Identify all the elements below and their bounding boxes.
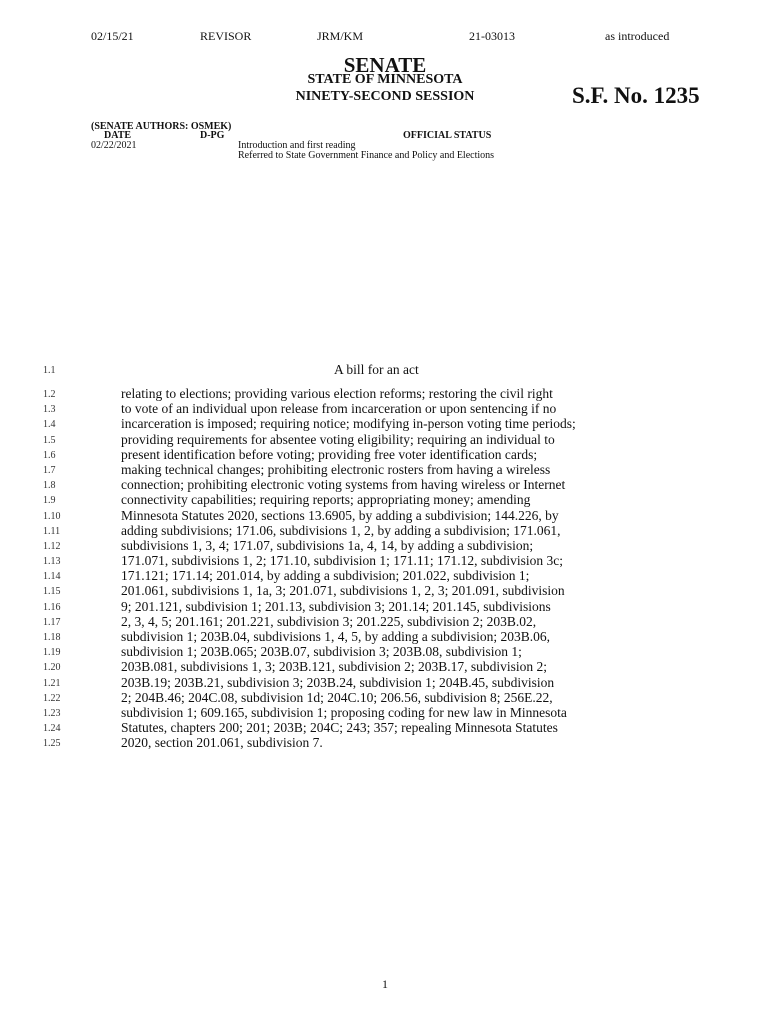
bill-line-text: connectivity capabilities; requiring reports; appropriating money; amending: [121, 492, 531, 508]
line-number: 1.19: [43, 647, 61, 659]
bill-line: [0, 659, 770, 674]
bill-line: [0, 705, 770, 720]
bill-line-text: making technical changes; prohibiting electronic rosters from having a wireless: [121, 461, 551, 477]
file-number: S.F. No. 1235: [572, 83, 700, 108]
bill-line: [0, 477, 770, 492]
bill-line-text: subdivision 1; 203B.04, subdivisions 1, 4, 5, by adding a subdivision; 203B.06,: [121, 629, 551, 644]
line-number: 1.6: [43, 449, 56, 461]
line-number: 1.11: [43, 525, 61, 537]
line-number: 1.22: [43, 692, 61, 704]
header-initials: JRM/KM: [317, 29, 364, 43]
bill-line-text: relating to elections; providing various election reforms; restoring the civil right: [121, 386, 553, 401]
bill-line: [0, 553, 770, 568]
bill-line: [0, 720, 770, 735]
bill-line-text: subdivisions 1, 3, 4; 171.07, subdivisions 1a, 4, 14, by adding a subdivision;: [121, 537, 534, 553]
state-title: STATE OF MINNESOTA: [307, 72, 463, 87]
line-number: 1.4: [43, 419, 56, 431]
bill-line: [0, 432, 770, 447]
bill-line: [0, 462, 770, 477]
bill-line-text: providing requirements for absentee voting eligibility; requiring an individual to: [121, 431, 555, 447]
line-number: 1.5: [43, 434, 56, 446]
bill-body: [0, 386, 770, 751]
bill-line: [0, 614, 770, 629]
bill-line-text: subdivision 1; 203B.065; 203B.07, subdivision 3; 203B.08, subdivision 1;: [121, 644, 522, 660]
bill-line-text: to vote of an individual upon release from incarceration or upon sentencing if no: [121, 401, 557, 417]
bill-line: [0, 583, 770, 598]
status-col-official: OFFICIAL STATUS: [403, 130, 492, 141]
status-entry-date: 02/22/2021: [91, 140, 137, 151]
authors-line: (SENATE AUTHORS: OSMEK): [91, 121, 232, 132]
bill-line-text: 203B.19; 203B.21, subdivision 3; 203B.24, subdivision 1; 204B.45, subdivision: [121, 674, 555, 690]
bill-line-text: 2020, section 201.061, subdivision 7.: [121, 735, 323, 751]
bill-title-row: [0, 362, 770, 378]
bill-line-text: present identification before voting; providing free voter identification cards;: [121, 446, 538, 462]
bill-line: [0, 644, 770, 659]
bill-line-text: Statutes, chapters 200; 201; 203B; 204C; 243; 357; repealing Minnesota Statutes: [121, 720, 558, 736]
bill-line: [0, 523, 770, 538]
bill-line: [0, 492, 770, 507]
bill-line-text: 171.121; 171.14; 201.014, by adding a subdivision; 201.022, subdivision 1;: [121, 568, 530, 584]
line-number: 1.17: [43, 616, 61, 628]
bill-line: [0, 675, 770, 690]
bill-line: [0, 386, 770, 401]
line-number: 1.2: [43, 389, 56, 400]
bill-line: [0, 690, 770, 705]
bill-line: [0, 735, 770, 750]
bill-line: [0, 508, 770, 523]
line-number: 1.10: [43, 510, 61, 522]
bill-line: [0, 401, 770, 416]
line-number: 1.7: [43, 464, 56, 476]
line-number: 1.3: [43, 404, 56, 416]
header-revisor: REVISOR: [200, 29, 252, 43]
bill-line-text: 171.071, subdivisions 1, 2; 171.10, subdivision 1; 171.11; 171.12, subdivision 3c;: [121, 553, 564, 569]
line-number: 1.24: [43, 723, 61, 735]
bill-line-text: 201.061, subdivisions 1, 1a, 3; 201.071, subdivisions 1, 2, 3; 201.091, subdivision: [121, 583, 565, 599]
bill-line: [0, 568, 770, 583]
session-title: NINETY-SECOND SESSION: [295, 89, 475, 104]
line-number: 1.20: [43, 662, 61, 674]
line-number: 1.21: [43, 677, 61, 689]
line-number: 1.8: [43, 480, 56, 492]
status-entry-line: Introduction and first reading: [238, 140, 356, 151]
bill-line-text: incarceration is imposed; requiring notice; modifying in-person voting time periods;: [121, 416, 576, 432]
bill-line-text: connection; prohibiting electronic voting systems from having wireless or Internet: [121, 477, 566, 493]
header-status: as introduced: [605, 29, 670, 43]
bill-line-text: 203B.081, subdivisions 1, 3; 203B.121, subdivision 2; 203B.17, subdivision 2;: [121, 659, 548, 675]
line-number: 1.12: [43, 540, 61, 552]
bill-line-text: subdivision 1; 609.165, subdivision 1; proposing coding for new law in Minnesota: [121, 704, 567, 720]
line-number: 1.13: [43, 556, 61, 568]
bill-line: [0, 599, 770, 614]
header-date: 02/15/21: [91, 29, 134, 43]
line-number: 1.15: [43, 586, 61, 598]
page-number: 1: [382, 977, 388, 991]
bill-line: [0, 447, 770, 462]
line-number: 1.9: [43, 495, 56, 507]
header-doc-number: 21-03013: [469, 29, 515, 43]
line-number: 1.16: [43, 601, 61, 613]
bill-line: [0, 538, 770, 553]
line-number: 1.14: [43, 571, 61, 583]
line-number: 1.25: [43, 738, 61, 750]
bill-line-text: 9; 201.121, subdivision 1; 201.13, subdivision 3; 201.14; 201.145, subdivisions: [121, 598, 551, 614]
status-col-date: DATE: [104, 130, 132, 141]
status-entry-line: Referred to State Government Finance and Policy and Elections: [238, 150, 495, 161]
status-col-dpg: D-PG: [200, 130, 225, 141]
bill-line-text: Minnesota Statutes 2020, sections 13.6905, by adding a subdivision; 144.226, by: [121, 507, 559, 523]
bill-title: A bill for an act: [334, 362, 419, 377]
line-number: 1.18: [43, 632, 61, 643]
bill-line-text: adding subdivisions; 171.06, subdivisions 1, 2, by adding a subdivision; 171.061,: [121, 522, 561, 538]
bill-line: [0, 416, 770, 431]
bill-line-text: 2; 204B.46; 204C.08, subdivision 1d; 204C.10; 206.56, subdivision 8; 256E.22,: [121, 689, 553, 705]
bill-line: [0, 629, 770, 644]
bill-line-text: 2, 3, 4, 5; 201.161; 201.221, subdivision 3; 201.225, subdivision 2; 203B.02,: [121, 613, 537, 629]
line-number: 1.1: [43, 365, 56, 376]
line-number: 1.23: [43, 707, 61, 719]
chamber-title: SENATE: [343, 53, 427, 77]
